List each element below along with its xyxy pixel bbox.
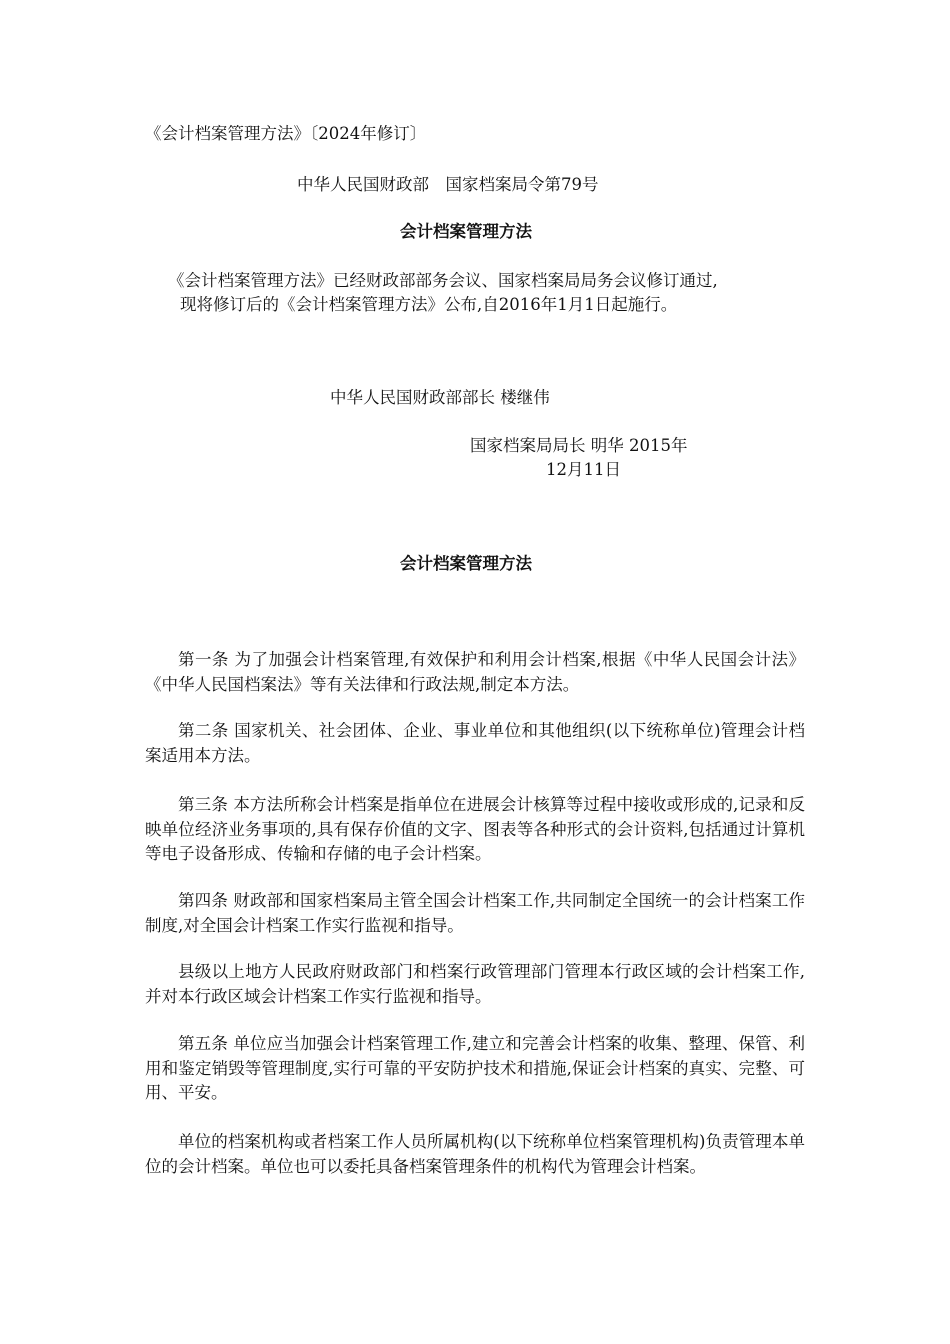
article-4-paragraph-2: 县级以上地方人民政府财政部门和档案行政管理部门管理本行政区域的会计档案工作,并对本行政区域会计档案工作实行监视和指导。 [145, 962, 805, 1006]
heading-body: 会计档案管理方法 [400, 554, 532, 573]
signer-archives-director: 国家档案局局长 明华 2015年 [470, 436, 688, 455]
document-title-line: 《会计档案管理方法》〔2024年修订〕 [145, 124, 427, 143]
article-1: 第一条 为了加强会计档案管理,有效保护和利用会计档案,根据《中华人民国会计法》《中华人民国档案法》等有关法律和行政法规,制定本方法。 [145, 650, 805, 694]
article-4: 第四条 财政部和国家档案局主管全国会计档案工作,共同制定全国统一的会计档案工作制度,对全国会计档案工作实行监视和指导。 [145, 891, 805, 935]
decree-number-line: 中华人民国财政部 国家档案局令第79号 [297, 175, 599, 194]
article-3: 第三条 本方法所称会计档案是指单位在进展会计核算等过程中接收或形成的,记录和反映单位经济业务事项的,具有保存价值的文字、图表等各种形式的会计资料,包括通过计算机等电子设备形成、传输和存储的电子会计档案。 [145, 795, 805, 863]
signing-date: 12月11日 [546, 460, 621, 479]
heading-top: 会计档案管理方法 [400, 222, 532, 241]
preamble-line-1: 《会计档案管理方法》已经财政部部务会议、国家档案局局务会议修订通过, [168, 271, 718, 290]
signer-finance-minister: 中华人民国财政部部长 楼继伟 [330, 388, 550, 407]
preamble-line-2: 现将修订后的《会计档案管理方法》公布,自2016年1月1日起施行。 [180, 295, 678, 314]
article-5: 第五条 单位应当加强会计档案管理工作,建立和完善会计档案的收集、整理、保管、利用和鉴定销毁等管理制度,实行可靠的平安防护技术和措施,保证会计档案的真实、完整、可用、平安。 [145, 1034, 805, 1102]
article-2: 第二条 国家机关、社会团体、企业、事业单位和其他组织(以下统称单位)管理会计档案适用本方法。 [145, 721, 805, 765]
article-5-paragraph-2: 单位的档案机构或者档案工作人员所属机构(以下统称单位档案管理机构)负责管理本单位的会计档案。单位也可以委托具备档案管理条件的机构代为管理会计档案。 [145, 1132, 805, 1176]
